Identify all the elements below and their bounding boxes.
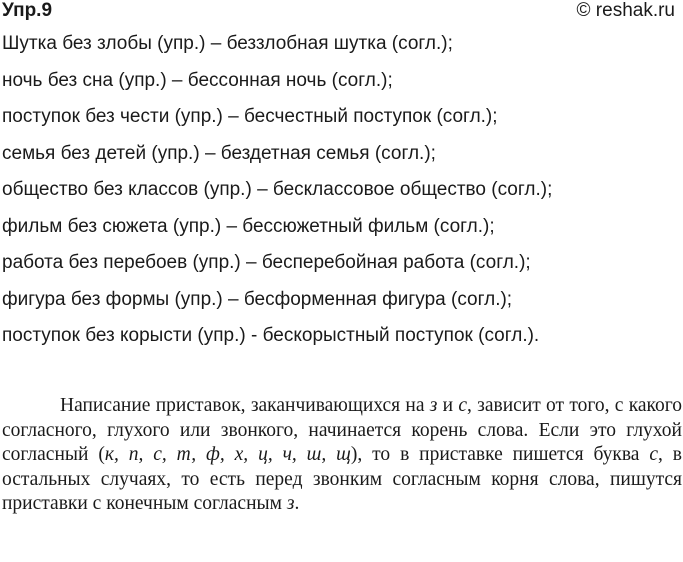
paragraph-text: и [437, 395, 459, 416]
copyright-notice: © reshak.ru [576, 0, 675, 21]
letter-z: з [286, 493, 295, 514]
word-pair-line: семья без детей (упр.) – бездетная семья (согл.); [2, 142, 436, 164]
letter-s: с [458, 395, 468, 416]
letter-z: з [429, 395, 438, 416]
header [0, 0, 683, 24]
exercise-title: Упр.9 [2, 0, 53, 21]
word-pair-line: работа без перебоев (упр.) – бесперебойная работа (согл.); [2, 252, 531, 273]
explanation-paragraph [2, 394, 682, 517]
word-pair-line: фильм без сюжета (упр.) – бессюжетный фильм (согл.); [2, 215, 495, 237]
paragraph-text: , в остальных случаях, то есть перед звонким согласным корня слова, пишутся приставки с конечным согласным [2, 444, 682, 514]
word-pair-line: Шутка без злобы (упр.) – беззлобная шутка (согл.); [2, 33, 453, 54]
paragraph-text: , зависит от того, с какого согласного, глухого или звонкого, начинается корень слова. Если это глухой согласный ( [2, 395, 683, 465]
paragraph-text: ), то в приставке пишется буква [350, 444, 650, 465]
paragraph-text: Написание приставок, заканчивающихся на [60, 395, 430, 416]
letter-s: с [649, 444, 659, 465]
word-pair-line: поступок без чести (упр.) – бесчестный поступок (согл.); [2, 106, 498, 127]
voiceless-consonants: к, п, с, т, ф, х, ц, ч, ш, щ [104, 444, 351, 465]
word-pair-line: поступок без корысти (упр.) - бескорыстный поступок (согл.). [2, 325, 540, 346]
word-pair-line: ночь без сна (упр.) – бессонная ночь (согл.); [2, 69, 393, 91]
word-pair-line: фигура без формы (упр.) – бесформенная фигура (согл.); [2, 288, 513, 310]
paragraph-text: . [294, 493, 300, 514]
word-pairs-list [2, 33, 682, 362]
word-pair-line: общество без классов (упр.) – бесклассовое общество (согл.); [2, 179, 553, 200]
